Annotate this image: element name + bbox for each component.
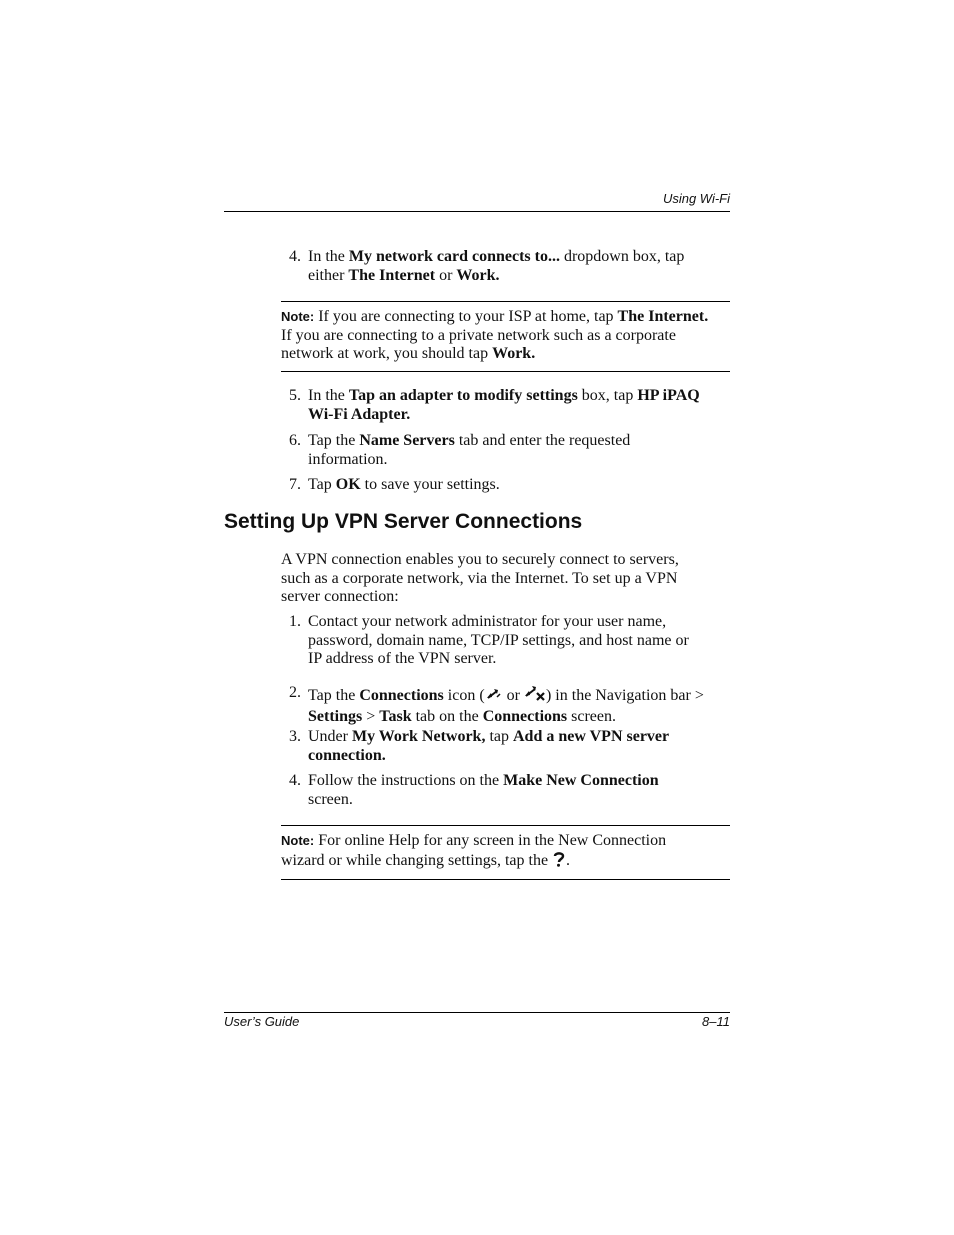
running-head: Using Wi-Fi [662,191,730,206]
section-intro: A VPN connection enables you to securely connect to servers, such as a corporate network, via the Internet. To set up a VPN server connection: [281,551,679,605]
note-label: Note: [281,309,315,324]
step-4-network-card [289,248,731,285]
header-rule [224,211,730,212]
connections-disconnected-icon [524,684,546,708]
step-text: Contact your network administrator for your user name, password, domain name, TCP/IP settings, and host name or IP address of the VPN server. [308,613,689,667]
note-online-help [281,825,730,880]
footer-page-number: 8–11 [702,1014,730,1029]
note-rule-top [281,301,730,302]
step-number: 5. [289,387,301,404]
step-text: In the Tap an adapter to modify settings box, tap HP iPAQ Wi-Fi Adapter. [308,387,700,423]
step-number: 1. [289,613,301,630]
step-number: 2. [289,684,301,701]
step-number: 3. [289,728,301,745]
step-text: Under My Work Network, tap Add a new VPN server connection. [308,728,669,764]
step-text: Follow the instructions on the Make New Connection screen. [308,772,659,808]
vpn-step-1-contact-admin [289,613,731,669]
vpn-step-2-connections-icon [289,684,731,726]
vpn-step-3-add-vpn [289,728,731,765]
note-isp [281,301,730,372]
step-text: In the My network card connects to... dropdown box, tap either The Internet or Work. [308,248,685,284]
step-number: 4. [289,772,301,789]
note-text: Note: For online Help for any screen in the New Connection wizard or while changing settings, tap the . [281,832,730,872]
step-6-name-servers [289,432,731,469]
step-number: 7. [289,476,301,493]
note-rule-top [281,825,730,826]
connections-icon [485,686,503,708]
note-label: Note: [281,833,315,848]
step-7-ok [289,476,731,495]
step-number: 6. [289,432,301,449]
step-text: Tap the Name Servers tab and enter the requested information. [308,432,631,468]
step-number: 4. [289,248,301,265]
footer-rule [224,1012,730,1013]
vpn-step-4-make-new-connection [289,772,731,809]
step-text: Tap OK to save your settings. [308,476,500,493]
note-rule-bottom [281,371,730,372]
section-title: Setting Up VPN Server Connections [224,510,583,533]
footer-guide-title: User’s Guide [224,1014,300,1029]
note-text: Note: If you are connecting to your ISP at home, tap The Internet. If you are connecting to a private network such as a corporate network at work, you should tap Work. [281,308,709,362]
step-text: Tap the Connections icon ( or ) in the Navigation bar > Settings > Task tab on the Connections screen. [308,684,730,726]
help-question-icon [552,851,566,873]
note-rule-bottom [281,879,730,880]
step-5-adapter [289,387,731,424]
